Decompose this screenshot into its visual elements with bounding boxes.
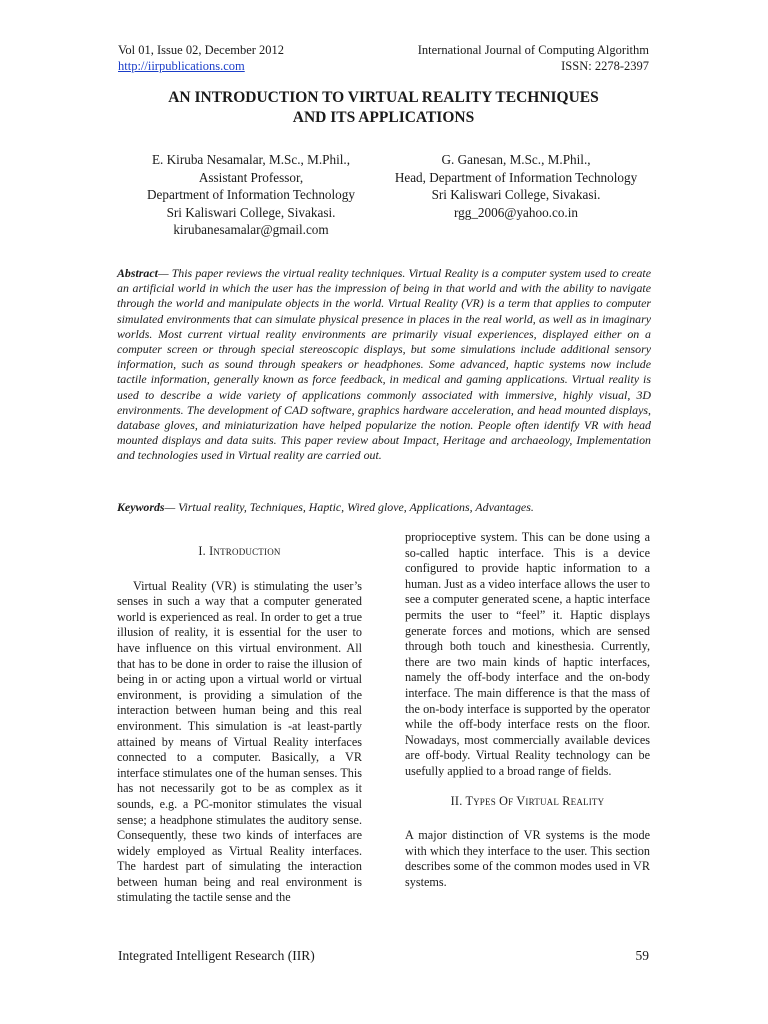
title-line-2: AND ITS APPLICATIONS xyxy=(292,109,475,126)
author-2-name: G. Ganesan, M.Sc., M.Phil., xyxy=(441,152,591,167)
issn: ISSN: 2278-2397 xyxy=(561,59,649,73)
author-1-dept: Department of Information Technology xyxy=(147,187,355,202)
journal-name: International Journal of Computing Algorithm xyxy=(417,43,649,57)
header-left xyxy=(118,42,284,74)
keywords-text: — Virtual reality, Techniques, Haptic, Wired glove, Applications, Advantages. xyxy=(164,500,534,514)
left-column xyxy=(117,544,362,906)
volume-info: Vol 01, Issue 02, December 2012 xyxy=(118,43,285,57)
right-column xyxy=(405,530,650,890)
keywords xyxy=(117,500,651,515)
header-right xyxy=(418,42,649,74)
section-heading-types: II. Types Of Virtual Reality xyxy=(450,793,605,808)
author-2-role: Head, Department of Information Technology xyxy=(394,169,638,185)
abstract-label: Abstract xyxy=(117,266,158,280)
section-heading-introduction: I. Introduction xyxy=(198,544,281,558)
abstract-text: — This paper reviews the virtual reality techniques. Virtual Reality is a computer system used to create an artificial world in which the user has the impression of being in that world and with the ability to navigate through the world and manipulate objects in the world. Virtual Reality (VR) is a term that applies to computer simulated environments that can simulate physical presence in places in the real world, as well as in imaginary worlds. Most current virtual reality environments are primarily visual experiences, displayed either on a computer screen or through special stereoscopic displays, but some simulations include additional sensory information, such as sound through speakers or headphones. Some advanced, haptic systems now include tactile information, generally known as force feedback, in medical and gaming applications. Virtual reality is used to describe a wide variety of applications commonly associated with immersive, highly visual, 3D environments. The development of CAD software, graphics hardware acceleration, and head mounted displays, database gloves, and miniaturization have helped popularize the notion. People often identify VR with head mounted displays and data suits. This paper review about Impact, Heritage and archaeology, Implementation and technologies used in Virtual reality are carried out. xyxy=(117,266,651,463)
author-1 xyxy=(118,151,384,239)
author-2-email[interactable]: rgg_2006@yahoo.co.in xyxy=(454,204,578,220)
footer-publisher: Integrated Intelligent Research (IIR) xyxy=(118,948,315,963)
types-paragraph: A major distinction of VR systems is the mode with which they interface to the user. This section describes some of the common modes used in VR systems. xyxy=(405,828,650,889)
publisher-link[interactable]: http://iirpublications.com xyxy=(118,59,245,73)
paper-title xyxy=(118,88,649,128)
author-2 xyxy=(380,151,652,221)
page-number: 59 xyxy=(635,948,649,963)
author-1-email[interactable]: kirubanesamalar@gmail.com xyxy=(173,222,329,237)
title-line-1: AN INTRODUCTION TO VIRTUAL REALITY TECHNIQUES xyxy=(168,89,599,106)
haptic-paragraph: proprioceptive system. This can be done using a so-called haptic interface. This is a device configured to provide haptic information to a human. Just as a video interface allows the user to see a computer generated scene, a haptic interface permits the user to “feel” it. Haptic displays generate forces and motions, which are sensed through both touch and kinesthesia. Currently, there are two main kinds of haptic interfaces, namely the off-body interface and the on-body interface. The main difference is that the mass of the on-body interface is supported by the operator while the off-body interface rests on the floor. Nowadays, most commercially available devices are off-body. Virtual Reality technology can be usefully applied to a broad range of fields. xyxy=(405,530,650,778)
abstract xyxy=(117,266,651,464)
author-1-college: Sri Kaliswari College, Sivakasi. xyxy=(166,204,336,220)
author-2-college: Sri Kaliswari College, Sivakasi. xyxy=(431,187,601,202)
keywords-label: Keywords xyxy=(117,500,165,514)
introduction-paragraph: Virtual Reality (VR) is stimulating the user’s senses in such a way that a computer generated world is experienced as real. In order to get a true illusion of reality, it is essential for the user to have influence on this virtual environment. All that has to be done in order to raise the illusion of being in or acting upon a virtual world or virtual environment, is providing a simulation of the interaction between human being and this real environment. This simulation is -at least-partly attained by means of Virtual Reality interfaces connected to a computer. Basically, a VR interface stimulates one of the human senses. This has not necessarily got to be as complex as it sounds, e.g. a PC-monitor stimulates the visual sense; a headphone stimulates the auditory sense. Consequently, these two kinds of interfaces are widely employed as Virtual Reality interfaces. The hardest part of simulating the interaction between human being and real environment is stimulating the tactile sense and the xyxy=(117,578,362,905)
author-1-name: E. Kiruba Nesamalar, M.Sc., M.Phil., xyxy=(152,152,350,167)
author-1-role: Assistant Professor, xyxy=(198,169,304,185)
